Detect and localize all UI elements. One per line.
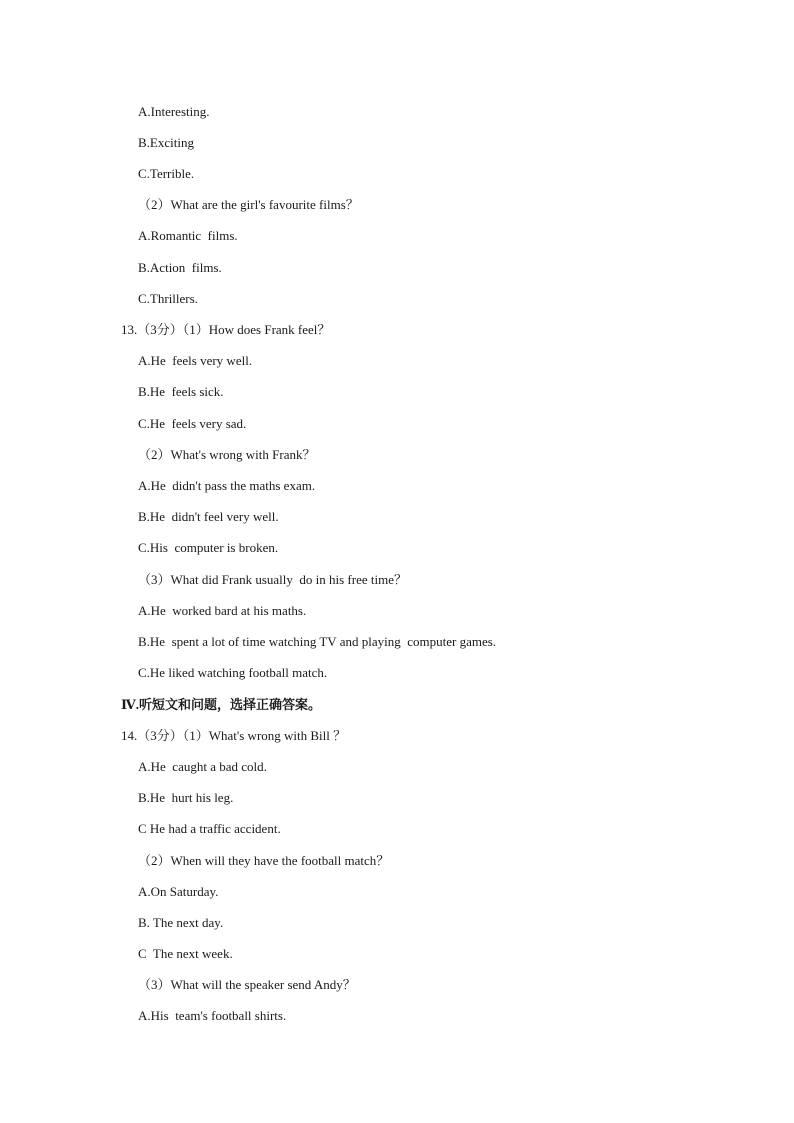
sub-question: （2）What are the girl's favourite films？ bbox=[138, 197, 359, 212]
option-line: A.On Saturday. bbox=[138, 884, 219, 899]
option-line: C.Terrible. bbox=[138, 166, 195, 181]
option-line: C.Thrillers. bbox=[138, 291, 198, 306]
option-line: B.Exciting bbox=[138, 135, 194, 150]
option-line: B.He didn't feel very well. bbox=[138, 509, 279, 524]
option-line: B. The next day. bbox=[138, 915, 224, 930]
option-line: A.His team's football shirts. bbox=[138, 1008, 287, 1023]
section-heading: Ⅳ.听短文和问题，选择正确答案。 bbox=[121, 697, 322, 712]
option-line: A.Interesting. bbox=[138, 104, 210, 119]
option-line: C The next week. bbox=[138, 946, 233, 961]
option-line: C.His computer is broken. bbox=[138, 540, 279, 555]
sub-question: （2）When will they have the football match？ bbox=[138, 853, 390, 868]
option-line: A.He feels very well. bbox=[138, 353, 253, 368]
sub-question: （2）What's wrong with Frank？ bbox=[138, 447, 316, 462]
option-line: A.Romantic films. bbox=[138, 228, 238, 243]
option-line: B.He spent a lot of time watching TV and playing computer games. bbox=[138, 634, 497, 649]
question-heading: 14.（3分）（1）What's wrong with Bill ？ bbox=[121, 728, 347, 743]
option-line: A.He caught a bad cold. bbox=[138, 759, 267, 774]
option-line: B.He feels sick. bbox=[138, 384, 224, 399]
option-line: C.He liked watching football match. bbox=[138, 665, 328, 680]
sub-question: （3）What will the speaker send Andy？ bbox=[138, 977, 356, 992]
option-line: C.He feels very sad. bbox=[138, 416, 247, 431]
option-line: B.Action films. bbox=[138, 260, 222, 275]
question-heading: 13.（3分）（1）How does Frank feel？ bbox=[121, 322, 331, 337]
option-line: A.He worked bard at his maths. bbox=[138, 603, 307, 618]
sub-question: （3）What did Frank usually do in his free time？ bbox=[138, 572, 407, 587]
option-line: A.He didn't pass the maths exam. bbox=[138, 478, 316, 493]
option-line: B.He hurt his leg. bbox=[138, 790, 234, 805]
option-line: C He had a traffic accident. bbox=[138, 821, 281, 836]
